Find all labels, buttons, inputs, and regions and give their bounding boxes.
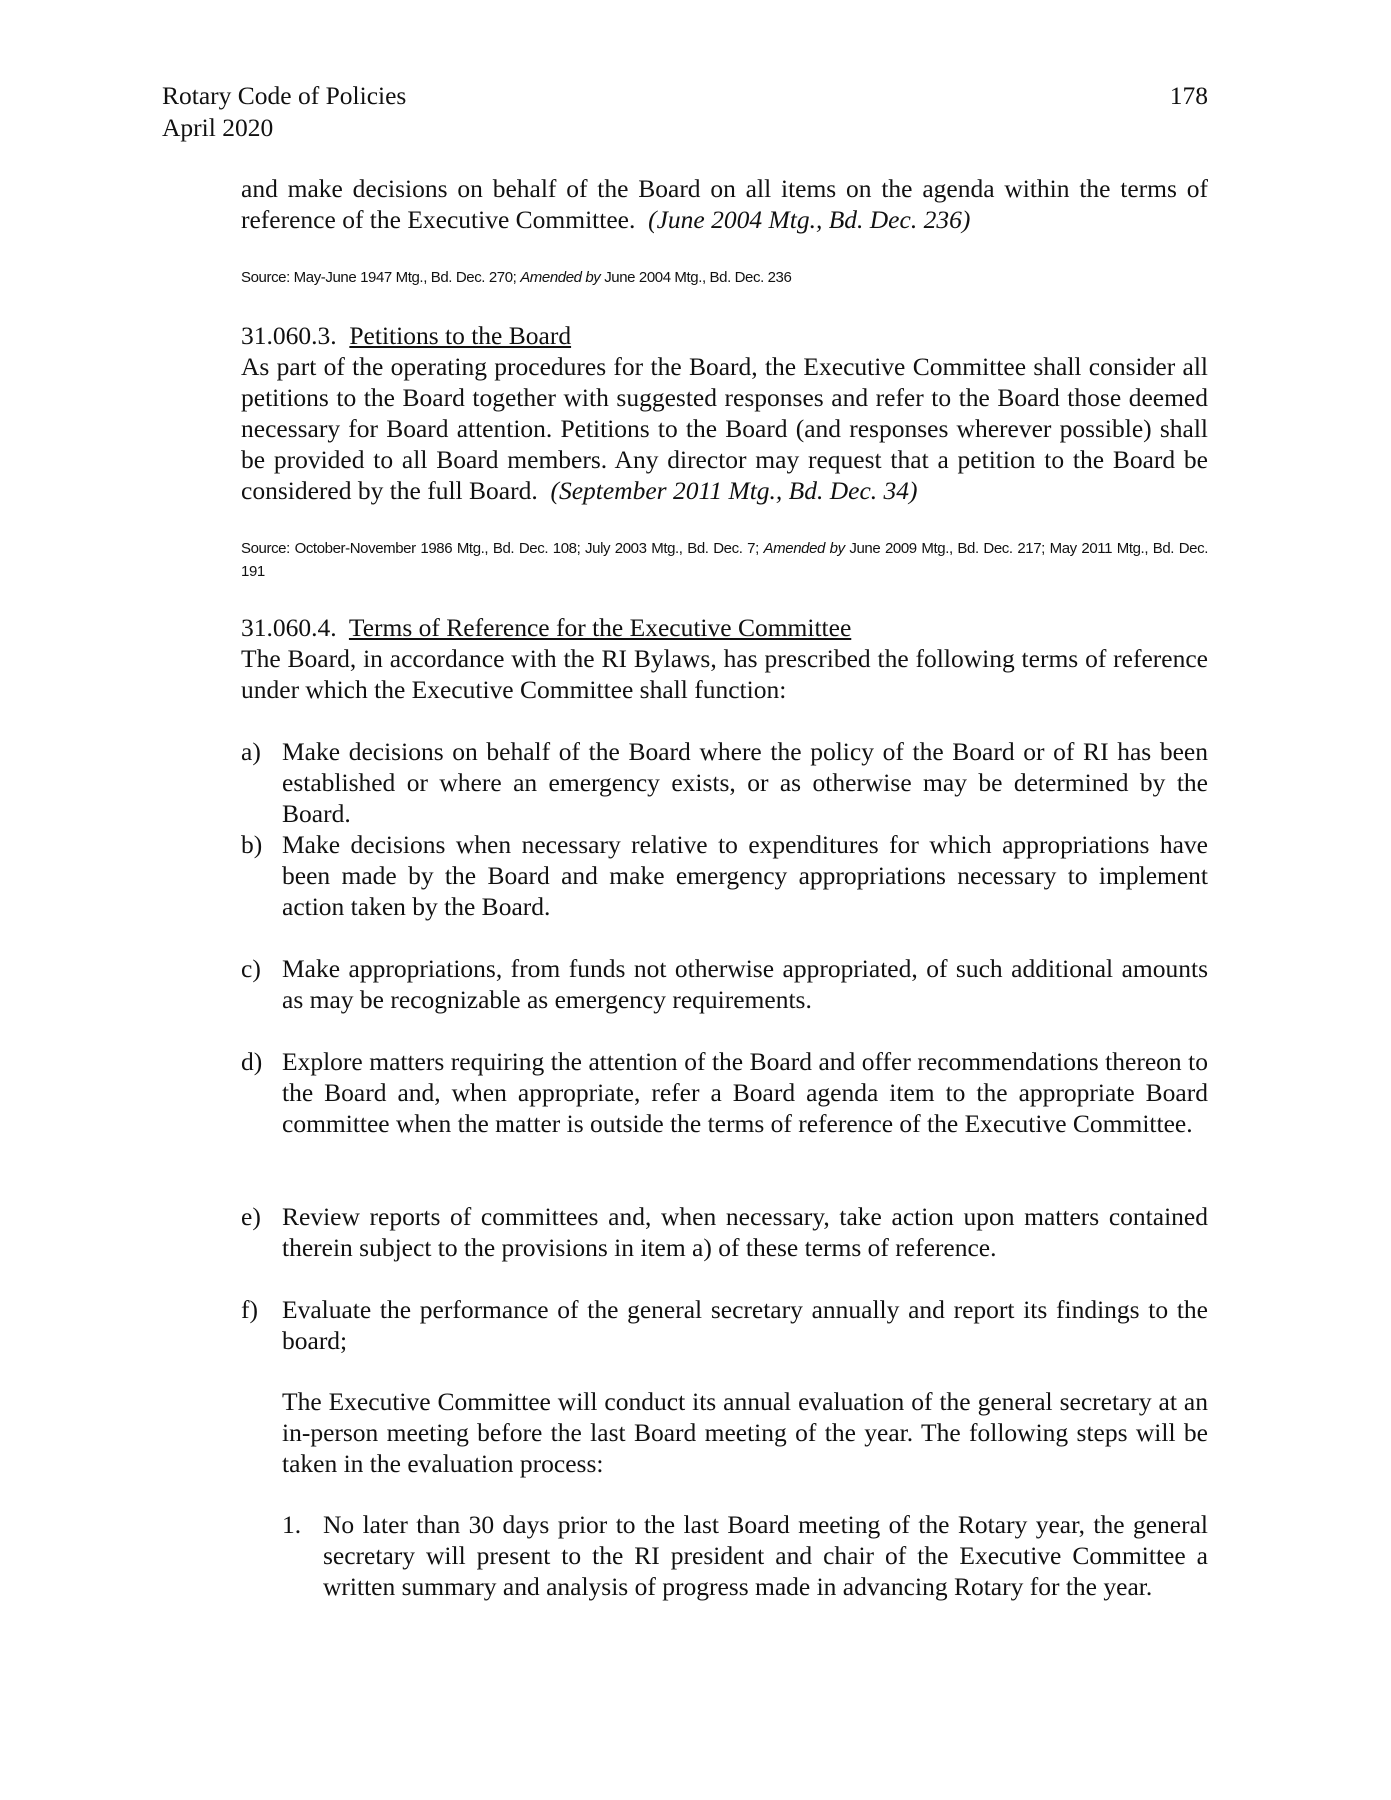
list-item — [241, 1046, 1208, 1139]
evaluation-intro: The Executive Committee will conduct its annual evaluation of the general secretary at an in-person meeting before the last Board meeting of the year. The following steps will be taken in the evaluation process: — [282, 1387, 1208, 1478]
step-text: No later than 30 days prior to the last Board meeting of the Rotary year, the general secretary will present to the RI president and chair of the Executive Committee a written summary and analysis of progress made in advancing Rotary for the year. — [323, 1510, 1208, 1601]
item-label: b) — [241, 830, 263, 859]
amended-label: Amended by — [520, 269, 601, 286]
item-label: d) — [241, 1047, 263, 1076]
document-title: Rotary Code of Policies — [162, 81, 407, 110]
section-intro: The Board, in accordance with the RI Bylaws, has prescribed the following terms of reference under which the Executive Committee shall function: — [241, 644, 1208, 704]
page-number: 178 — [1169, 81, 1208, 110]
item-label: a) — [241, 737, 261, 766]
item-label: f) — [241, 1295, 258, 1324]
item-label: e) — [241, 1202, 261, 1231]
continued-paragraph — [241, 173, 1208, 235]
source-text: June 2004 Mtg., Bd. Dec. 236 — [600, 269, 792, 286]
source-note — [241, 537, 1208, 583]
list-item — [241, 1201, 1208, 1263]
source-note — [241, 266, 1208, 289]
list-item — [241, 829, 1208, 922]
paragraph-text: As part of the operating procedures for the Board, the Executive Committee shall consider all petitions to the Board together with suggested responses and refer to the Board those deemed necessary for Board attention. Petitions to the Board (and responses wherever possible) shall be provided to all Board members. Any director may request that a petition to the Board be considered by the full Board. — [241, 352, 1208, 505]
item-text: Make decisions when necessary relative to expenditures for which appropriations have been made by the Board and make emergency appropriations necessary to implement action taken by the Board. — [282, 830, 1208, 921]
source-text: Source: October-November 1986 Mtg., Bd. Dec. 108; July 2003 Mtg., Bd. Dec. 7; — [241, 540, 764, 557]
section-31-060-4 — [241, 612, 1208, 705]
item-text: Make appropriations, from funds not otherwise appropriated, of such additional amounts as may be recognizable as emergency requirements. — [282, 954, 1208, 1014]
amended-label: Amended by — [763, 540, 845, 557]
document-date: April 2020 — [162, 113, 274, 142]
section-number: 31.060.4. — [241, 613, 337, 642]
item-label: c) — [241, 954, 261, 983]
citation: (September 2011 Mtg., Bd. Dec. 34) — [550, 476, 918, 505]
step-label: 1. — [282, 1510, 302, 1539]
list-item — [241, 1294, 1208, 1356]
citation: (June 2004 Mtg., Bd. Dec. 236) — [648, 205, 971, 234]
item-text: Make decisions on behalf of the Board where the policy of the Board or of RI has been established or where an emergency exists, or as otherwise may be determined by the Board. — [282, 737, 1208, 828]
item-text: Explore matters requiring the attention of the Board and offer recommendations thereon to the Board and, when appropriate, refer a Board agenda item to the appropriate Board committee when the matter is outside the terms of reference of the Executive Committee. — [282, 1047, 1208, 1138]
section-title: Petitions to the Board — [349, 321, 572, 350]
list-item — [241, 953, 1208, 1015]
section-heading — [241, 320, 1208, 351]
source-text: Source: May-June 1947 Mtg., Bd. Dec. 270; — [241, 269, 521, 286]
source-text: June 2009 Mtg., Bd. Dec. 217; May 2011 Mtg., Bd. Dec. 191 — [241, 540, 1208, 580]
paragraph-text: and make decisions on behalf of the Board on all items on the agenda within the terms of reference of the Executive Committee. — [241, 174, 1208, 234]
item-text: Evaluate the performance of the general secretary annually and report its findings to the board; — [282, 1295, 1208, 1355]
list-item — [241, 736, 1208, 829]
item-text: Review reports of committees and, when necessary, take action upon matters contained therein subject to the provisions in item a) of these terms of reference. — [282, 1202, 1208, 1262]
document-header — [162, 80, 406, 144]
section-title: Terms of Reference for the Executive Committee — [348, 613, 852, 642]
section-heading — [241, 612, 1208, 643]
numbered-step — [282, 1509, 1208, 1602]
section-number: 31.060.3. — [241, 321, 337, 350]
section-31-060-3 — [241, 320, 1208, 506]
